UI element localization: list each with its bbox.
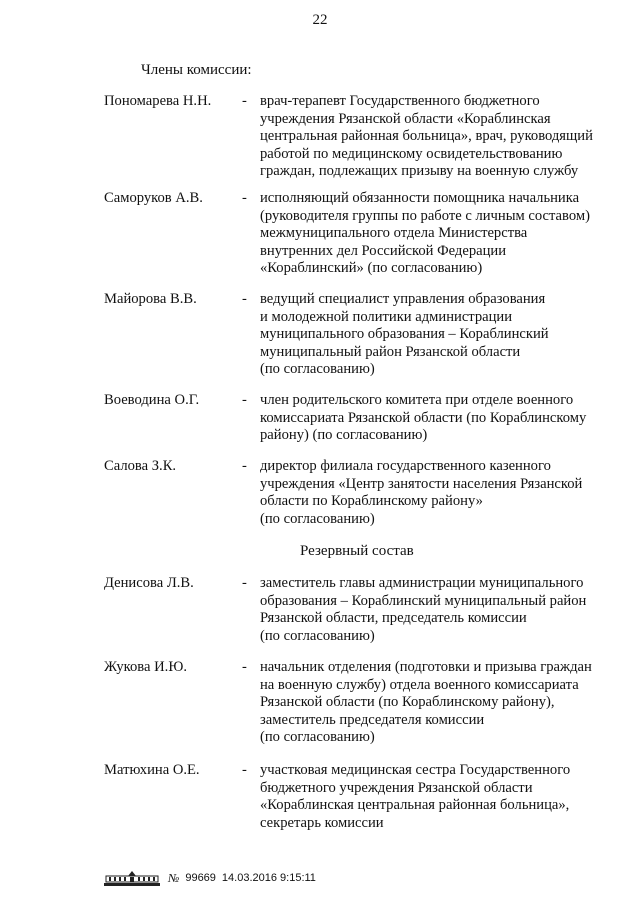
- document-number-symbol: №: [168, 870, 180, 885]
- member-name: Матюхина О.Е.: [104, 762, 200, 778]
- dash-separator: -: [242, 575, 247, 591]
- member-name: Пономарева Н.Н.: [104, 93, 212, 109]
- dash-separator: -: [242, 392, 247, 408]
- dash-separator: -: [242, 659, 247, 675]
- dash-separator: -: [242, 190, 247, 206]
- dash-separator: -: [242, 291, 247, 307]
- government-building-logo-icon: [104, 870, 160, 886]
- member-role: директор филиала государственного казенного учреждения «Центр занятости населения Рязанской области по Кораблинскому району» (по согласованию): [260, 458, 583, 527]
- member-role: врач-терапевт Государственного бюджетного учреждения Рязанской области «Кораблинская центральная районная больница», врач, руководящий работой по медицинскому освидетельствованию граждан, подлежащих призыву на военную службу: [260, 93, 593, 180]
- document-number: 99669: [185, 872, 216, 884]
- member-name: Майорова В.В.: [104, 291, 197, 307]
- member-name: Жукова И.Ю.: [104, 659, 187, 675]
- document-timestamp: 14.03.2016 9:15:11: [221, 872, 316, 884]
- member-name: Саморуков А.В.: [104, 190, 203, 206]
- member-name: Денисова Л.В.: [104, 575, 194, 591]
- document-footer: [104, 870, 316, 886]
- member-role: участковая медицинская сестра Государственного бюджетного учреждения Рязанской области «Кораблинская центральная районная больница», секретарь комиссии: [260, 762, 571, 831]
- page-number: 22: [312, 12, 328, 28]
- reserve-heading: Резервный состав: [300, 543, 414, 559]
- member-role: ведущий специалист управления образования и молодежной политики администрации муниципального образования – Кораблинский муниципальный район Рязанской области (по согласованию): [260, 291, 549, 378]
- members-heading: Члены комиссии:: [141, 62, 252, 78]
- member-role: начальник отделения (подготовки и призыва граждан на военную службу) отдела военного комиссариата Рязанской области (по Кораблинскому району), заместитель председателя комиссии (по согласованию): [260, 659, 592, 746]
- dash-separator: -: [242, 458, 247, 474]
- member-name: Салова З.К.: [104, 458, 177, 474]
- member-name: Воеводина О.Г.: [104, 392, 200, 408]
- dash-separator: -: [242, 93, 247, 109]
- dash-separator: -: [242, 762, 247, 778]
- member-role: заместитель главы администрации муниципального образования – Кораблинский муниципальный район Рязанской области, председатель комиссии (по согласованию): [260, 575, 587, 644]
- member-role: исполняющий обязанности помощника начальника (руководителя группы по работе с личным составом) межмуниципального отдела Министерства внутренних дел Российской Федерации «Кораблинский» (по согласованию): [260, 190, 590, 277]
- member-role: член родительского комитета при отделе военного комиссариата Рязанской области (по Кораблинскому району) (по согласованию): [260, 392, 587, 444]
